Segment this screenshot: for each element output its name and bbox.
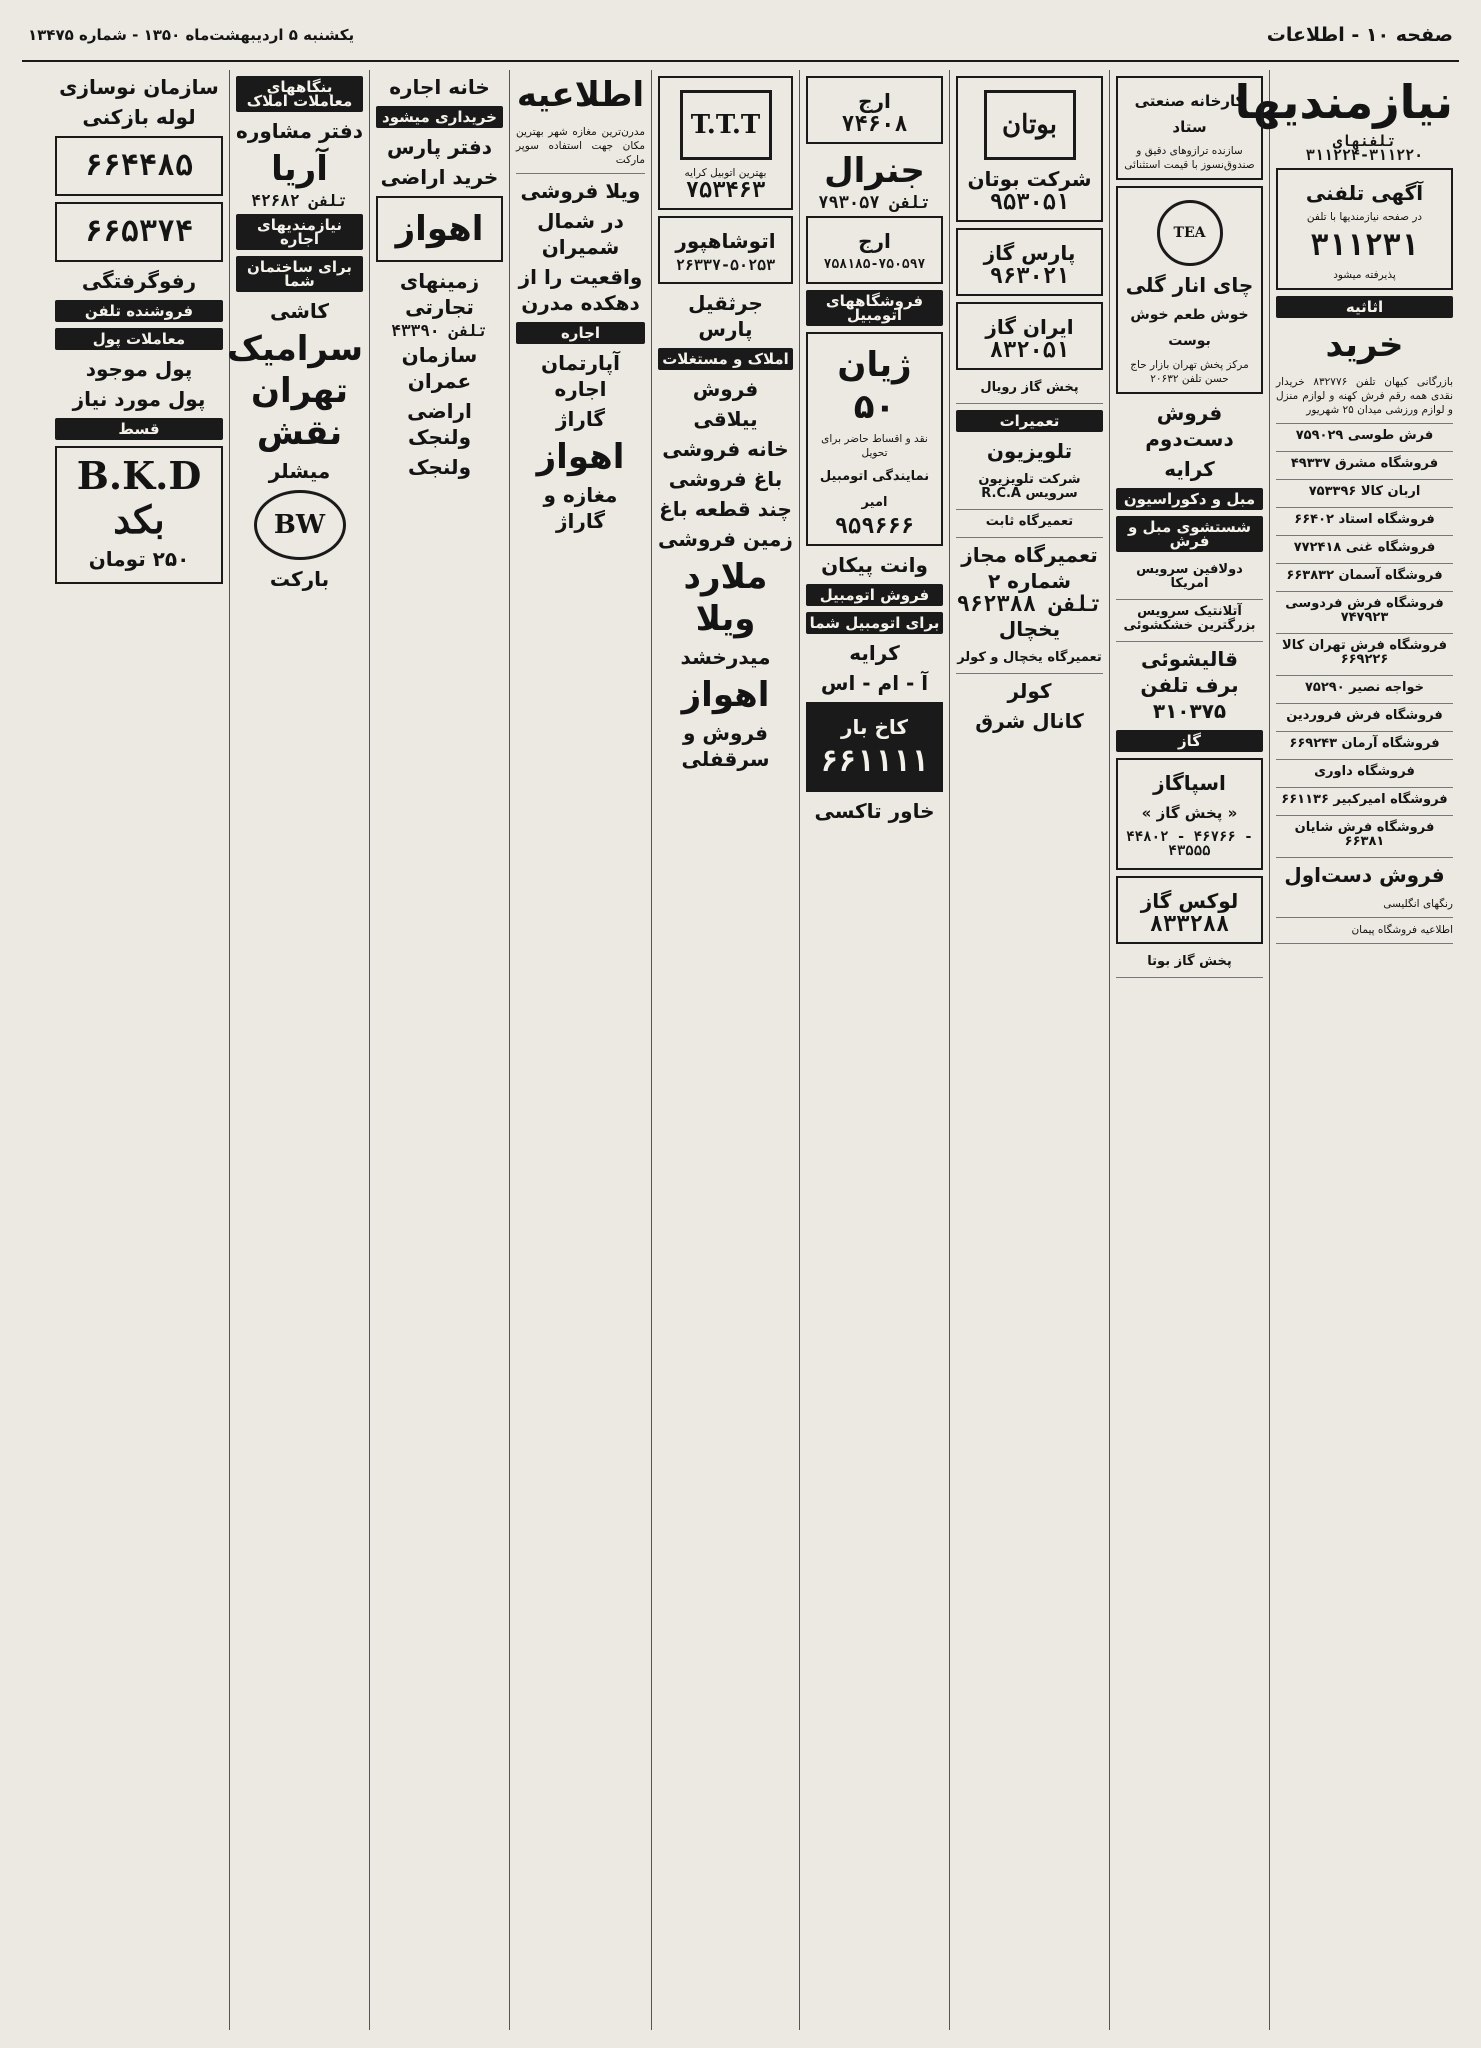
cars-sale: فروش اتومبیل (806, 584, 943, 606)
rent-title: کرایه (1164, 457, 1215, 481)
ad-title: فروشگاه استاد ۶۶۴۰۲ (1294, 512, 1435, 527)
ad-title: فروشگاه فرش تهران کالا ۶۶۹۲۲۶ (1282, 638, 1447, 667)
need-money-heading: پول مورد نیاز (72, 387, 206, 411)
ahvaz-big: اهواز (395, 209, 484, 249)
for-car: برای اتومبیل شما (806, 612, 943, 634)
ttt-logo: T.T.T (680, 90, 772, 160)
esgaz-title: اسپاگاز (1153, 771, 1226, 795)
ahvaz-box (376, 196, 503, 262)
bkd-price: ۲۵۰ تومان (88, 547, 190, 571)
sarqofli-heading: مغازه و گاراژ (543, 483, 618, 533)
arj2-title: ارج (858, 229, 891, 253)
estate-section: املاک و مستغلات (658, 348, 793, 370)
ad-rug-tusi (1276, 424, 1453, 452)
ijare-section: اجاره (516, 322, 645, 344)
column-6 (509, 70, 651, 2030)
aria-big: آریا (271, 149, 328, 189)
notice-text: مدرن‌ترین مغازه شهر بهترین مکان جهت استفاده سوپر مارکت (516, 120, 645, 174)
ad-title: پخش گاز بوتا (1147, 954, 1232, 969)
ad-title: پخش گاز رویال (980, 380, 1079, 395)
tv-phone: تلفن ۹۶۲۳۸۸ (956, 592, 1103, 617)
section-furniture: اثاثیه (1276, 296, 1453, 318)
ad-title: خواجه نصیر ۷۵۲۹۰ (1304, 680, 1425, 695)
money-available-heading: پول موجود (85, 357, 193, 381)
ad-atlantic (1116, 600, 1263, 642)
ad-title: فروشگاه غنی ۷۷۲۴۱۸ (1293, 540, 1436, 555)
ad-store-ostad (1276, 508, 1453, 536)
ad-rug-mashreq (1276, 452, 1453, 480)
money-section: معاملات پول (55, 328, 223, 350)
installments-section: قسط (55, 418, 223, 440)
textile-title: کارخانه صنعتی ستاد (1134, 92, 1245, 136)
column-5 (651, 70, 799, 2030)
page-number: صفحه ۱۰ - اطلاعات (1266, 24, 1453, 46)
secondhand-text: رنگهای انگلیسی (1276, 892, 1453, 918)
ad-title: فرش طوسی ۷۵۹۰۲۹ (1295, 428, 1434, 443)
aria-phone: تلفن ۴۲۶۸۲ (251, 191, 348, 210)
shemiran-heading: در شمال شمیران (537, 209, 624, 259)
ad-store-shayan (1276, 816, 1453, 858)
land-heading: زمین فروشی (658, 527, 793, 551)
secondhand-title: فروش دست‌اول (1284, 863, 1445, 887)
tea-text: خوش طعم خوش بوست (1130, 307, 1249, 349)
lucky-box (1116, 876, 1263, 944)
ad-tv-sabet (956, 510, 1103, 538)
zhiyan-box (806, 332, 943, 546)
rent2-heading: کرایه (849, 641, 900, 665)
zhiyan-title: ژیان ۵۰ (837, 345, 912, 427)
column-9 (49, 70, 229, 2030)
cooler-heading: کولر (1007, 679, 1052, 703)
tv-heading: تلویزیون (986, 439, 1073, 463)
repairs-section: تعمیرات (956, 410, 1103, 432)
building-section: برای ساختمان شما (236, 256, 363, 292)
ad-washer (956, 646, 1103, 674)
butane-box (956, 76, 1103, 222)
phone-ad-title: آگهی تلفنی (1305, 181, 1424, 205)
iran-gaz-phone: ۸۳۲۰۵۱ (989, 338, 1070, 363)
malard-heading: ملارد ویلا (683, 557, 768, 639)
sofa-title: شستشوی مبل و فرش (1116, 516, 1263, 552)
ad-title: دولافین سرویس امریکا (1136, 562, 1243, 591)
textile-text: سازنده ترازوهای دقیق و صندوق‌نسوز با قیمت استثنائی (1124, 145, 1255, 171)
ad-store-davari (1276, 760, 1453, 788)
ad-dolphin (1116, 558, 1263, 600)
esgaz-sub: « پخش گاز » (1141, 804, 1238, 822)
villa-heading: ییلاقی (693, 407, 758, 431)
cab-title: کاخ بار (840, 715, 909, 739)
ad-title: فروشگاه داوری (1314, 764, 1415, 779)
ahvaz-heading-2: اهواز (536, 437, 625, 477)
canal-heading: کانال شرق (975, 709, 1084, 733)
pars-gaz-title: پارس گاز (983, 241, 1076, 265)
pars-gaz-box (956, 228, 1103, 296)
taxi-heading: خاور تاکسی (814, 799, 935, 823)
columns (22, 70, 1459, 2030)
jarsghil-heading: جرثقیل پارس (688, 291, 763, 341)
arj2-box (806, 216, 943, 284)
butane-phone: ۹۵۳۰۵۱ (989, 190, 1070, 215)
pipe-phone: ۶۶۴۴۸۵ (84, 148, 194, 183)
arj-box (806, 76, 943, 144)
general-title: جنرال (824, 151, 925, 191)
house-heading: خانه فروشی (662, 437, 789, 461)
bkd-sub: بکد (113, 497, 165, 542)
ad-tv-sanyo (956, 468, 1103, 510)
ttt-phone: ۷۵۳۴۶۳ (685, 178, 766, 203)
ahvaz-heading: اهواز (681, 675, 770, 715)
decoration-title: مبل و دکوراسیون (1116, 488, 1263, 510)
arj-title: ارج (858, 89, 891, 113)
ad-store-ghani (1276, 536, 1453, 564)
ad-title: فروشگاه مشرق ۴۹۳۳۷ (1290, 456, 1439, 471)
buy-land-heading: خرید اراضی (380, 165, 499, 189)
atoshahpour-box (658, 216, 793, 284)
zhiyan-text: نقد و اقساط حاضر برای تحویل (821, 433, 928, 459)
pipe-heading: لوله بازکنی (82, 105, 196, 129)
cab-box (806, 702, 943, 792)
villa-sale-heading: ویلا فروشی (520, 179, 641, 203)
butane-logo: بوتان (984, 90, 1076, 160)
garage-heading: گاراژ (555, 407, 606, 431)
masthead (22, 18, 1459, 62)
apt-heading: آپارتمان اجاره (541, 351, 620, 401)
ad-title: فروشگاه آسمان ۶۶۳۸۳۲ (1286, 568, 1443, 583)
ad-store-aseman (1276, 564, 1453, 592)
column-8 (229, 70, 369, 2030)
cab-phone: ۶۶۱۱۱۱ (820, 744, 929, 779)
notice: اطلاعیه فروشگاه پیمان (1276, 918, 1453, 944)
ceramic-big: سرامیک تهران نقش (227, 329, 363, 453)
sarajivan-heading: سازمان عمران (401, 343, 478, 393)
zhiyan-phone: ۹۵۹۶۶۶ (834, 514, 915, 539)
phone-sellers-section: فروشنده تلفن (55, 300, 223, 322)
garden-heading: باغ فروشی (668, 467, 783, 491)
tea-title: چای انار گلی (1125, 273, 1254, 297)
zhiyan-dealer: نمایندگی اتومبیل امیر (819, 469, 930, 510)
gas-section: گاز (1116, 730, 1263, 752)
tea-logo: TEA (1157, 200, 1223, 266)
esgaz-box (1116, 758, 1263, 870)
phone-ad-note: پذیرفته میشود (1333, 269, 1396, 281)
column-7 (369, 70, 509, 2030)
rent-phone: آ - ام - اس (820, 671, 929, 695)
column-3 (949, 70, 1109, 2030)
tea-dist: مرکز پخش تهران بازار حاج حسن تلفن ۲۰۶۳۲ (1130, 359, 1249, 385)
ad-title: آتلانتیک سرویس بزرگترین خشکشوئی (1123, 604, 1256, 633)
phone-ad-number: ۳۱۱۲۳۱ (1310, 228, 1419, 263)
pipe-box (55, 136, 223, 196)
commercial-heading: زمینهای تجارتی (399, 269, 480, 319)
van-heading: وانت پیکان (821, 553, 928, 577)
bkd-box (55, 446, 223, 584)
ad-royal (956, 376, 1103, 404)
ttt-box (658, 76, 793, 210)
commercial-phone: تلفن ۴۳۳۹۰ (391, 321, 488, 340)
lands-heading: اراضی ولنجک (407, 399, 472, 449)
ad-title: شرکت تلویزیون سرویس R.C.A (978, 472, 1081, 501)
consult-heading: دفتر مشاوره (236, 119, 363, 143)
carpet-wash: قالیشوئی برف تلفن ۳۱۰۳۷۵ (1140, 647, 1239, 723)
iran-gaz-title: ایران گاز (985, 315, 1074, 339)
column-2 (1109, 70, 1269, 2030)
atoshahpour-phone: ۲۶۳۳۷-۵۰۲۵۳ (675, 256, 776, 274)
deals-section: بنگاههای معاملات املاک (236, 76, 363, 112)
ruffle-heading: رفوگرفتگی (81, 269, 197, 293)
general-phone: تلفن ۷۹۳۰۵۷ (818, 193, 931, 213)
lucky-phone: ۸۳۳۲۸۸ (1149, 912, 1230, 937)
buy-heading: خرید (1325, 325, 1404, 365)
ad-title: اربان کالا ۷۵۳۳۹۶ (1308, 484, 1421, 499)
ad-title: فروشگاه فرش فروردین (1286, 708, 1443, 723)
ad-store-amirkabir (1276, 788, 1453, 816)
pipe2-phone: ۶۶۵۳۷۴ (84, 214, 194, 249)
section-phones: تلفنهای ۳۱۱۲۲۰-۳۱۱۲۲۴ (1305, 132, 1424, 164)
ad-store-ferdowsi (1276, 592, 1453, 634)
gas-pars-heading: دفتر پارس (386, 135, 493, 159)
bkd-title: B.K.D (76, 453, 202, 498)
secondhand-section: فروش دست‌دوم (1145, 401, 1234, 451)
ad-title: فروشگاه امیرکبیر ۶۶۱۱۳۶ (1281, 792, 1448, 807)
plots-heading: چند قطعه باغ (659, 497, 792, 521)
column-1 (1234, 70, 1459, 2030)
mid-heading: میدرخشد (680, 645, 771, 669)
phone-ad-box (1276, 168, 1453, 290)
esgaz-phones: ۴۴۸۰۲ - ۴۶۷۶۶ - ۴۳۵۵۵ (1126, 829, 1253, 859)
ad-title: فروشگاه فرش شایان ۶۶۳۸۱ (1294, 820, 1435, 849)
iran-gaz-box (956, 302, 1103, 370)
ttt-text: بهترین اتوبیل کرایه (684, 167, 767, 179)
ad-kayhan: بازرگانی کیهان تلفن ۸۳۲۷۷۶ خریدار نقدی همه رقم فرش کهنه و لوازم منزل و لوازم ورزشی میدان ۲۵ شهریور (1276, 370, 1453, 424)
mischler-heading: میشلر (268, 459, 331, 483)
dehkade-heading: واقعیت را از دهکده مدرن (518, 265, 643, 315)
rent-shops-heading: فروش و سرقفلی (681, 721, 770, 771)
section-title: نیازمندیها (1234, 75, 1453, 129)
cars-section: فروشگاههای اتومبیل (806, 290, 943, 326)
buyers-section: خریداری میشود (376, 106, 503, 128)
pipe2-box (55, 202, 223, 262)
tea-box (1116, 186, 1263, 394)
arj2-phone: ۷۵۸۱۸۵-۷۵۰۵۹۷ (823, 257, 926, 272)
ad-store-farvardin (1276, 704, 1453, 732)
fridge-heading: یخچال (998, 617, 1061, 641)
ad-khaje-nasir (1276, 676, 1453, 704)
ad-gaz-buta (1116, 950, 1263, 978)
ad-title: تعمیرگاه یخچال و کولر (957, 650, 1102, 665)
atoshahpour-title: اتوشاهپور (675, 229, 776, 253)
bw-logo: BW (254, 490, 346, 560)
sale-heading: فروش (692, 377, 759, 401)
ad-store-tehran (1276, 634, 1453, 676)
phone-ad-text: در صفحه نیازمندیها با تلفن (1306, 211, 1423, 223)
building-org-heading: سازمان نوسازی (59, 75, 219, 99)
pars-gaz-phone: ۹۶۳۰۲۱ (989, 264, 1070, 289)
ad-title: فروشگاه آرمان ۶۶۹۲۴۳ (1289, 736, 1440, 751)
villa-big-heading: ولنجک (408, 455, 471, 479)
butane-company: شرکت بوتان (967, 167, 1092, 191)
bw-text: بارکت (269, 567, 330, 591)
ceramic-title: کاشی (269, 299, 330, 323)
tv-mojaz: تعمیرگاه مجاز شماره ۲ (961, 543, 1098, 593)
rent-house-heading: خانه اجاره (389, 75, 490, 99)
column-4 (799, 70, 949, 2030)
textile-box (1116, 76, 1263, 180)
arj-phone: ۷۴۶۰۸ (841, 112, 908, 137)
notice-title: اطلاعیه (516, 75, 645, 115)
ad-store-arman (1276, 732, 1453, 760)
lucky-title: لوکس گاز (1140, 889, 1239, 913)
ad-rug-kala (1276, 480, 1453, 508)
issue-date: یکشنبه ۵ اردیبهشت‌ماه ۱۳۵۰ - شماره ۱۳۴۷۵ (28, 26, 355, 44)
ad-title: تعمیرگاه ثابت (985, 514, 1074, 529)
ad-title: فروشگاه فرش فردوسی ۷۴۷۹۲۳ (1285, 596, 1444, 625)
needs-rent-section: نیازمندیهای اجاره (236, 214, 363, 250)
